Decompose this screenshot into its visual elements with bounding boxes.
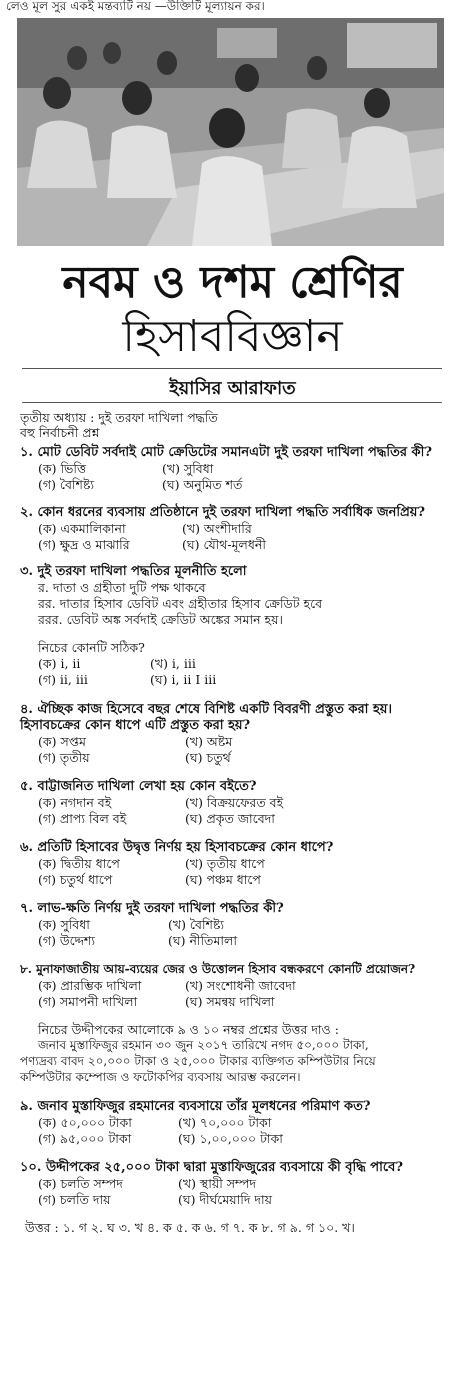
q5-option-d: (ঘ) প্রকৃত জাবেদা [185, 811, 275, 826]
answer-key: উত্তর : ১. গ ২. ঘ ৩. খ ৪. ক ৫. ক ৬. গ ৭. ক ৮. গ ৯. গ ১০. খ। [25, 1220, 355, 1235]
q7-option-d: (ঘ) নীতিমালা [168, 933, 237, 948]
q8-option-c: (গ) সমাপনী দাখিলা [38, 994, 138, 1009]
q3-prompt: নিচের কোনটি সঠিক? [38, 640, 145, 655]
question-8: ৮. মুনাফাজাতীয় আয়-ব্যয়ের জের ও উত্তোলন হিসাব বন্ধকরণে কোনটি প্রয়োজন? [20, 962, 416, 976]
question-7: ৭. লাভ-ক্ষতি নির্ণয় দুই তরফা দাখিলা পদ্ধতির কী? [20, 901, 284, 916]
q9-option-a: (ক) ৫০,০০০ টাকা [38, 1115, 132, 1130]
q10-option-b: (খ) স্থায়ী সম্পদ [178, 1176, 257, 1191]
q6-option-b: (খ) তৃতীয় ধাপে [185, 856, 265, 871]
question-1: ১. মোট ডেবিট সর্বদাই মোট ক্রেডিটের সমানএটা দুই তরফা দাখিলা পদ্ধতির কী? [20, 445, 432, 460]
question-10: ১০. উদ্দীপকের ২৫,০০০ টাকা দ্বারা মুস্তাফিজুরের ব্যবসায়ে কী বৃদ্ধি পাবে? [20, 1160, 403, 1175]
headline-line-1: নবম ও দশম শ্রেণির [62, 257, 403, 308]
question-4-line-2: হিসাবচক্রের কোন ধাপে এটি প্রস্তুত করা হয়? [20, 718, 251, 733]
q6-option-c: (গ) চতুর্থ ধাপে [38, 872, 113, 887]
q2-option-a: (ক) একমালিকানা [38, 521, 126, 536]
q3-option-c: (গ) ii, iii [38, 672, 88, 687]
question-6: ৬. প্রতিটি হিসাবের উদ্বৃত্ত নির্ণয় হয় হিসাবচক্রের কোন ধাপে? [20, 840, 334, 855]
q3-option-a: (ক) i, ii [38, 656, 81, 671]
stem-prompt: নিচের উদ্দীপকের আলোকে ৯ ও ১০ নম্বর প্রশ্নের উত্তর দাও : [38, 1022, 339, 1037]
q5-option-b: (খ) বিক্রয়ফেরত বই [185, 795, 284, 810]
chapter-heading: তৃতীয় অধ্যায় : দুই তরফা দাখিলা পদ্ধতি [20, 410, 218, 425]
q2-option-b: (খ) অংশীদারি [182, 521, 252, 536]
q8-option-a: (ক) প্রারম্ভিক দাখিলা [38, 978, 142, 993]
q2-option-d: (ঘ) যৌথ-মূলধনী [182, 537, 266, 552]
author-name: ইয়াসির আরাফাত [169, 378, 296, 399]
q4-option-b: (খ) অষ্টম [185, 734, 233, 749]
q1-option-a: (ক) ভিত্তি [38, 461, 86, 476]
q7-option-b: (খ) বৈশিষ্ট্য [168, 917, 225, 932]
q1-option-d: (ঘ) অনুমিত শর্ত [162, 477, 243, 492]
question-5: ৫. বাট্টাজনিত দাখিলা লেখা হয় কোন বইতে? [20, 779, 257, 794]
question-9: ৯. জনাব মুস্তাফিজুর রহমানের ব্যবসায়ে তাঁর মূলধনের পরিমাণ কত? [20, 1099, 371, 1114]
q3-option-d: (ঘ) i, ii I iii [150, 672, 217, 687]
q3-statement-iii: ররর. ডেবিট অঙ্ক সর্বদাই ক্রেডিট অঙ্কের সমান হয়। [38, 612, 283, 627]
classroom-photo [17, 18, 444, 246]
q9-option-c: (গ) ৯৫,০০০ টাকা [38, 1131, 132, 1146]
q5-option-c: (গ) প্রাপ্য বিল বই [38, 811, 127, 826]
q8-option-b: (খ) সংশোধনী জাবেদা [185, 978, 296, 993]
q7-option-a: (ক) সুবিধা [38, 917, 90, 932]
divider-top [22, 368, 442, 369]
question-2: ২. কোন ধরনের ব্যবসায় প্রতিষ্ঠানে দুই তরফা দাখিলা পদ্ধতি সর্বাধিক জনপ্রিয়? [20, 505, 426, 520]
q2-option-c: (গ) ক্ষুদ্র ও মাঝারি [38, 537, 130, 552]
q3-statement-ii: রর. দাতার হিসাব ডেবিট এবং গ্রহীতার হিসাব ক্রেডিট হবে [38, 596, 323, 611]
stem-line-3: কম্পিউটার কম্পোজ ও ফটোকপির ব্যবসায় আরম্ভ করলেন। [20, 1070, 301, 1084]
q10-option-a: (ক) চলতি সম্পদ [38, 1176, 123, 1191]
q5-option-a: (ক) নগদান বই [38, 795, 112, 810]
q10-option-c: (গ) চলতি দায় [38, 1192, 111, 1207]
q8-option-d: (ঘ) সমন্বয় দাখিলা [185, 994, 275, 1009]
q10-option-d: (ঘ) দীর্ঘমেয়াদি দায় [178, 1192, 272, 1207]
question-3: ৩. দুই তরফা দাখিলা পদ্ধতির মূলনীতি হলো [20, 564, 247, 579]
q1-option-b: (খ) সুবিধা [162, 461, 214, 476]
q4-option-a: (ক) সপ্তম [38, 734, 86, 749]
q9-option-b: (খ) ৭০,০০০ টাকা [178, 1115, 272, 1130]
stem-line-1: জনাব মুস্তাফিজুর রহমান ৩০ জুন ২০১৭ তারিখে নগদ ৫০,০০০ টাকা, [38, 1038, 369, 1052]
q4-option-c: (গ) তৃতীয় [38, 750, 90, 765]
top-strip-text: লেও মূল সুর একই মন্তব্যটি নয় —উক্তিটি মূল্যায়ন কর। [6, 0, 265, 13]
q6-option-d: (ঘ) পঞ্চম ধাপে [185, 872, 261, 887]
q1-option-c: (গ) বৈশিষ্ট্য [38, 477, 95, 492]
section-heading: বহু নির্বাচনী প্রশ্ন [20, 425, 100, 440]
divider-bottom [22, 402, 442, 403]
q6-option-a: (ক) দ্বিতীয় ধাপে [38, 856, 120, 871]
headline-line-2: হিসাববিজ্ঞান [122, 311, 343, 362]
q9-option-d: (ঘ) ১,০০,০০০ টাকা [178, 1131, 283, 1146]
q3-statement-i: র. দাতা ও গ্রহীতা দুটি পক্ষ থাকবে [38, 580, 206, 595]
stem-line-2: পণ্যদ্রব্য বাবদ ২০,০০০ টাকা ও ২৫,০০০ টাকার ব্যক্তিগত কম্পিউটার নিয়ে [20, 1054, 376, 1068]
question-4-line-1: ৪. ঐচ্ছিক কাজ হিসেবে বছর শেষে বিশিষ্ট একটি বিবরণী প্রস্তুত করা হয়। [20, 702, 393, 717]
q3-option-b: (খ) i, iii [150, 656, 196, 671]
q7-option-c: (গ) উদ্দেশ্য [38, 933, 95, 948]
q4-option-d: (ঘ) চতুর্থ [185, 750, 231, 765]
